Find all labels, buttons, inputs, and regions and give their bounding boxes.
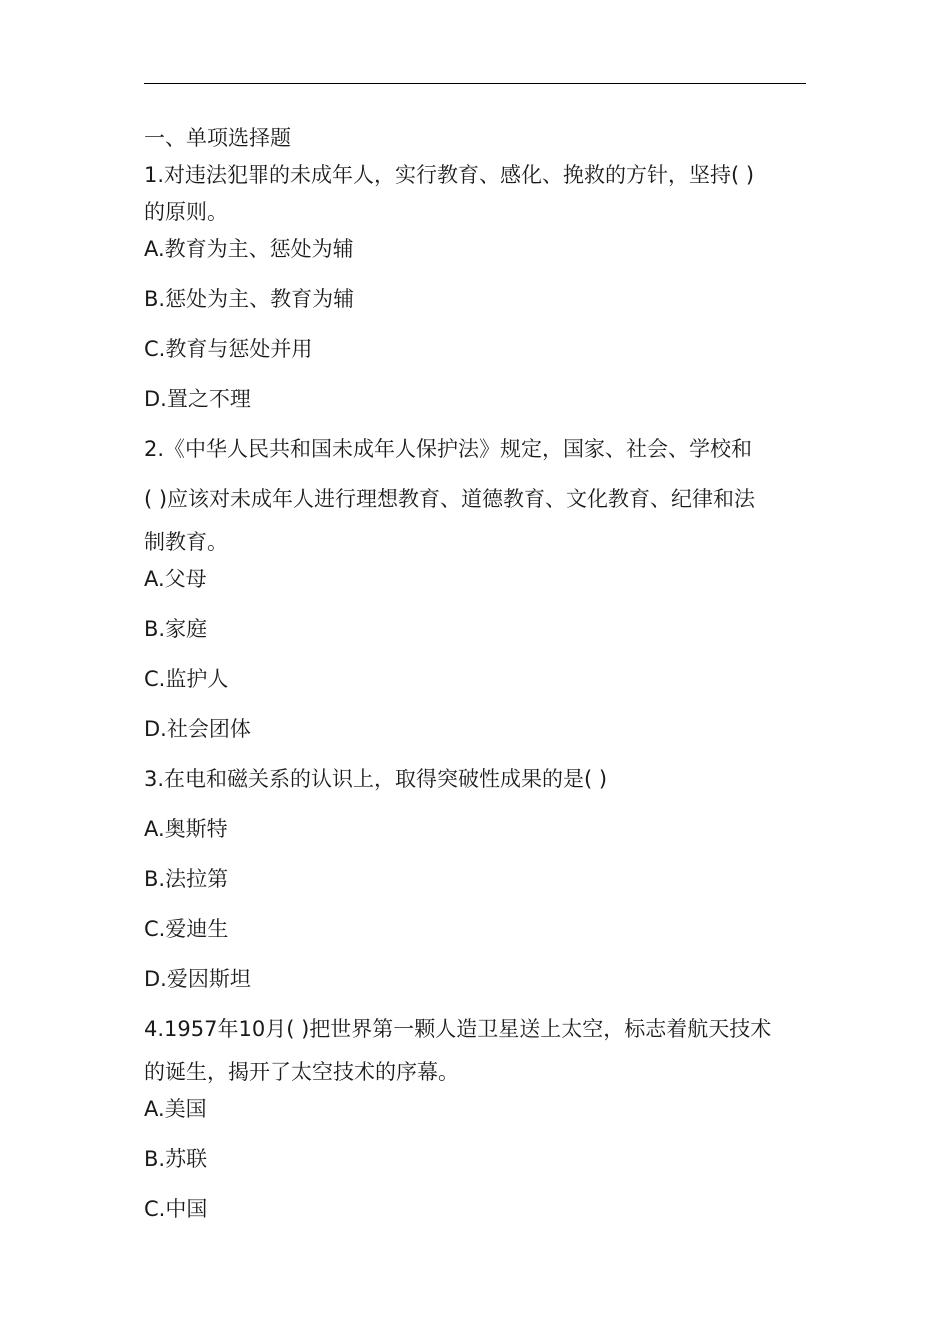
question-stem-continued: 制教育。	[144, 530, 228, 554]
question-2	[144, 424, 806, 754]
question-stem: 3.在电和磁关系的认识上，取得突破性成果的是( )	[144, 767, 608, 791]
option-a: A.美国	[144, 1097, 207, 1121]
option-c: C.教育与惩处并用	[144, 337, 313, 361]
question-stem: 1.对违法犯罪的未成年人，实行教育、感化、挽救的方针，坚持( )	[144, 163, 755, 187]
option-a: A.父母	[144, 567, 207, 591]
option-b: B.苏联	[144, 1147, 208, 1171]
option-b: B.法拉第	[144, 867, 229, 891]
question-stem-middle: ( )应该对未成年人进行理想教育、道德教育、文化教育、纪律和法	[144, 487, 756, 511]
option-a: A.教育为主、惩处为辅	[144, 237, 354, 261]
question-1	[144, 157, 806, 424]
option-a: A.奥斯特	[144, 817, 228, 841]
question-stem: 4.1957年10月( )把世界第一颗人造卫星送上太空，标志着航天技术	[144, 1017, 772, 1041]
option-d: D.社会团体	[144, 717, 251, 741]
section-title: 一、单项选择题	[144, 126, 291, 150]
question-4	[144, 1004, 806, 1234]
option-b: B.惩处为主、教育为辅	[144, 287, 355, 311]
option-d: D.置之不理	[144, 387, 251, 411]
option-c: C.中国	[144, 1197, 208, 1221]
question-stem-continued: 的诞生，揭开了太空技术的序幕。	[144, 1060, 459, 1084]
option-b: B.家庭	[144, 617, 208, 641]
option-c: C.监护人	[144, 667, 229, 691]
question-stem-continued: 的原则。	[144, 200, 228, 224]
document-content	[144, 120, 806, 1234]
option-c: C.爱迪生	[144, 917, 229, 941]
question-3	[144, 754, 806, 1004]
option-d: D.爱因斯坦	[144, 967, 251, 991]
question-stem: 2.《中华人民共和国未成年人保护法》规定，国家、社会、学校和	[144, 437, 753, 461]
header-rule	[144, 83, 806, 84]
